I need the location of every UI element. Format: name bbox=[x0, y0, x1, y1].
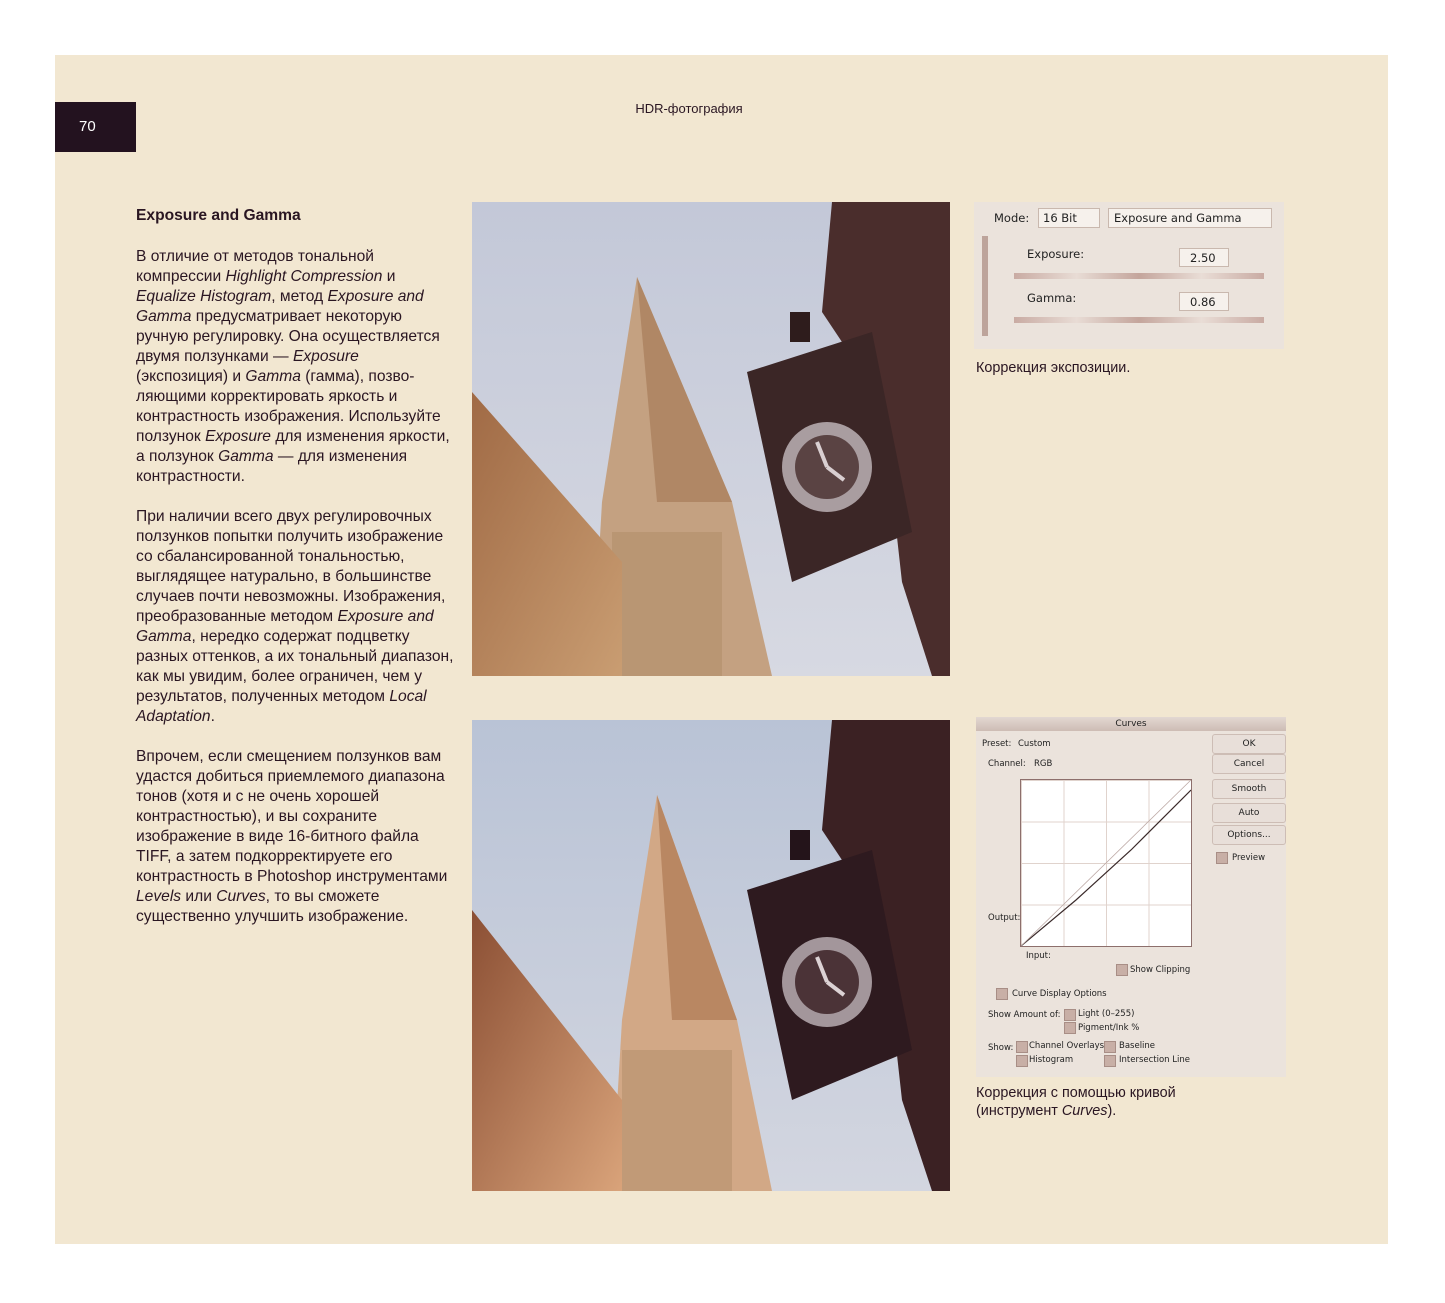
options-button[interactable]: Options... bbox=[1212, 825, 1286, 845]
pigment-radio[interactable] bbox=[1064, 1022, 1076, 1034]
method-value: Exposure and Gamma bbox=[1114, 211, 1242, 225]
photo-curves-corrected bbox=[472, 720, 950, 1191]
caption-exposure: Коррекция экспозиции. bbox=[976, 360, 1131, 376]
auto-button[interactable]: Auto bbox=[1212, 803, 1286, 823]
curve-display-options-label: Curve Display Options bbox=[1012, 989, 1107, 999]
histogram-checkbox[interactable] bbox=[1016, 1055, 1028, 1067]
baseline-label: Baseline bbox=[1119, 1041, 1156, 1051]
gamma-label: Gamma: bbox=[1027, 291, 1077, 305]
show-clipping-checkbox[interactable] bbox=[1116, 964, 1128, 976]
pigment-label: Pigment/Ink % bbox=[1078, 1023, 1140, 1033]
paragraph-1: В отличие от методов тональной компрессии Highlight Compression и Equalize Histogram, метод Exposure and Gamma предусматривает некоторую ручную регулировку. Она осуществляется двумя ползунками — Exposure (экспозиция) и Gamma (гамма), позволяющими корректировать яркость и контрастность изображения. Используйте ползунок Exposure для изменения яркости, а ползунок Gamma — для изменения контрастности. bbox=[136, 248, 450, 485]
page-number: 70 bbox=[55, 102, 136, 152]
exposure-label: Exposure: bbox=[1027, 247, 1085, 261]
gamma-value: 0.86 bbox=[1190, 295, 1216, 309]
show-label: Show: bbox=[988, 1043, 1014, 1053]
panel-border-left bbox=[982, 236, 988, 336]
light-label: Light (0–255) bbox=[1078, 1009, 1135, 1019]
exposure-value: 2.50 bbox=[1190, 251, 1216, 265]
intersection-line-label: Intersection Line bbox=[1119, 1055, 1190, 1065]
caption-curves: Коррекция с помощью кривой (инструмент Curves). bbox=[976, 1085, 1176, 1119]
channel-label: Channel: bbox=[988, 759, 1026, 769]
photo-exposure-gamma bbox=[472, 202, 950, 676]
show-clipping-label: Show Clipping bbox=[1130, 965, 1191, 975]
channel-overlays-label: Channel Overlays bbox=[1029, 1041, 1105, 1051]
preview-checkbox[interactable] bbox=[1216, 852, 1228, 864]
paragraph-2: При наличии всего двух регулировочных ползунков попытки получить изображение со сбалансированной тональностью, выглядящее натурально, в большинстве случаев почти невозможны. Изображения, преобразованные методом Exposure and Gamma, нередко содержат подцветку разных оттенков, а их тональный диапазон, как мы увидим, более ограничен, чем у результатов, полученных методом Local Adaptation. bbox=[136, 508, 454, 725]
exposure-slider[interactable] bbox=[1014, 273, 1264, 279]
exposure-gamma-dialog bbox=[974, 202, 1284, 349]
channel-overlays-checkbox[interactable] bbox=[1016, 1041, 1028, 1053]
baseline-checkbox[interactable] bbox=[1104, 1041, 1116, 1053]
ok-button[interactable]: OK bbox=[1212, 734, 1286, 754]
histogram-label: Histogram bbox=[1029, 1055, 1074, 1065]
light-radio[interactable] bbox=[1064, 1009, 1076, 1021]
curves-graph[interactable] bbox=[1020, 779, 1192, 947]
intersection-line-checkbox[interactable] bbox=[1104, 1055, 1116, 1067]
preset-value[interactable]: Custom bbox=[1018, 739, 1051, 749]
channel-value[interactable]: RGB bbox=[1034, 759, 1053, 769]
gamma-slider[interactable] bbox=[1014, 317, 1264, 323]
show-amount-label: Show Amount of: bbox=[988, 1010, 1061, 1020]
article-column bbox=[136, 205, 454, 947]
cancel-button[interactable]: Cancel bbox=[1212, 754, 1286, 774]
preset-label: Preset: bbox=[982, 739, 1012, 749]
mode-label: Mode: bbox=[994, 211, 1030, 225]
curve-display-options-toggle[interactable] bbox=[996, 988, 1008, 1000]
article-title: Exposure and Gamma bbox=[136, 207, 301, 224]
curves-dialog bbox=[976, 717, 1286, 1077]
input-label: Input: bbox=[1026, 951, 1051, 961]
curves-title: Curves bbox=[976, 717, 1286, 731]
mode-value: 16 Bit bbox=[1043, 211, 1077, 225]
output-label: Output: bbox=[988, 913, 1021, 923]
smooth-button[interactable]: Smooth bbox=[1212, 779, 1286, 799]
paragraph-3: Впрочем, если смещением ползунков вам удастся добиться приемлемого диапазона тонов (хотя и с не очень хорошей контрастностью), и вы сохраните изображение в виде 16-битного файла TIFF, а затем подкорректируете его контрастность в Photoshop инструментами Levels или Curves, то вы сможете существенно улучшить изображение. bbox=[136, 748, 448, 925]
preview-label: Preview bbox=[1232, 853, 1266, 863]
running-title: HDR-фотография bbox=[635, 101, 743, 116]
